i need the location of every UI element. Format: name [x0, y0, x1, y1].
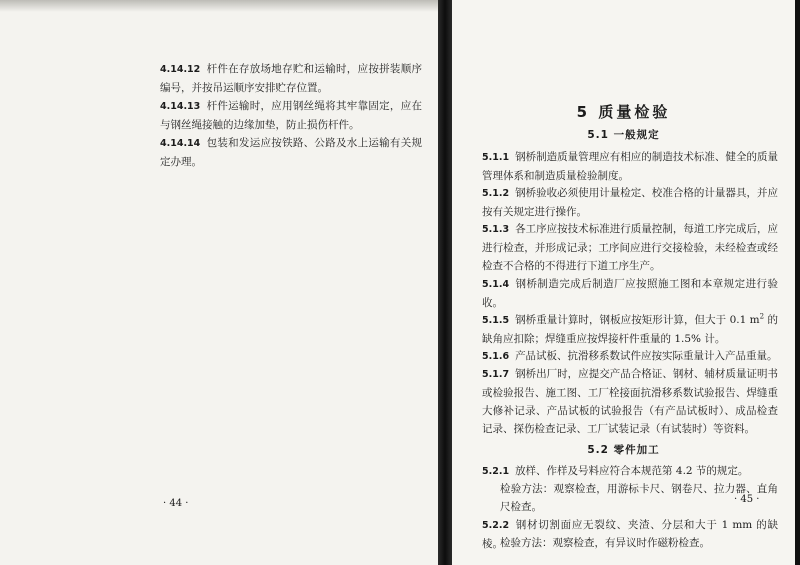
clause-text: 钢桥验收必须使用计量检定、校准合格的计量器具，并应按有关规定进行操作。 [482, 187, 778, 218]
page-number-left: · 44 · [163, 498, 189, 509]
clause-5-1-2 [482, 184, 778, 221]
clause-number: 5.1.7 [482, 369, 510, 380]
chapter-title: 5 质量检验 [576, 103, 671, 121]
inspection-method-5-2-2: 检验方法：观察检查，有异议时作磁粉检查。 [500, 537, 710, 549]
clause-5-2-1 [482, 462, 778, 481]
clause-5-1-4 [482, 275, 778, 312]
clause-4-14-14 [160, 134, 422, 171]
clause-number: 5.1.1 [482, 152, 510, 163]
clause-5-1-5 [482, 311, 778, 348]
clause-text-b: 的缺角应扣除；焊缝重应按焊接杆件重量的 1.5% 计。 [482, 314, 778, 345]
clause-4-14-12 [160, 60, 422, 97]
clause-text: 钢桥制造完成后制造厂应按照施工图和本章规定进行验收。 [482, 278, 778, 309]
clause-5-1-1 [482, 148, 778, 185]
clause-number: 4.14.12 [160, 64, 201, 75]
clause-text: 钢桥出厂时，应提交产品合格证、钢材、辅材质量证明书或检验报告、施工图、工厂栓接面抗滑移系数试验报告、焊缝重大修补记录、产品试板的试验报告（有产品试板时）、成品检查记录、探伤检查记录、工厂试装记录（有试装时）等资料。 [482, 368, 778, 435]
clause-text: 钢桥制造质量管理应有相应的制造技术标准、健全的质量管理体系和制造质量检验制度。 [482, 151, 778, 182]
clause-number: 5.2.1 [482, 466, 510, 477]
inspection-method-5-2-1: 检验方法：观察检查，用游标卡尺、钢卷尺、拉力器、直角尺检查。 [500, 483, 778, 513]
section-title-5-2: 5.2 零件加工 [587, 444, 660, 456]
clause-text: 各工序应按技术标准进行质量控制，每道工序完成后，应进行检查，并形成记录；工序间应进行交接检验，未经检查或经检查不合格的不得进行下道工序生产。 [482, 223, 778, 272]
clause-5-1-7 [482, 365, 778, 438]
clause-number: 5.2.2 [482, 520, 510, 531]
clause-number: 4.14.13 [160, 101, 201, 112]
page-number-right: · 45 · [734, 494, 760, 505]
clause-text: 钢材切割面应无裂纹、夹渣、分层和大于 1 mm 的缺棱。 [482, 519, 778, 550]
section-title-5-1: 5.1 一般规定 [587, 129, 660, 141]
clause-text-a: 钢桥重量计算时，钢板应按矩形计算，但大于 0.1 m [515, 314, 760, 326]
page-edge-shadow [795, 0, 800, 565]
superscript: 2 [759, 312, 765, 321]
clause-4-14-13 [160, 97, 422, 134]
clause-text: 产品试板、抗滑移系数试件应按实际重量计入产品重量。 [515, 350, 778, 362]
clause-number: 5.1.6 [482, 351, 510, 362]
clause-text: 杆件在存放场地存贮和运输时，应按拼装顺序编号，并按吊运顺序安排贮存位置。 [160, 63, 422, 94]
book-gutter [438, 0, 452, 565]
clause-5-1-3 [482, 220, 778, 275]
clause-number: 5.1.3 [482, 224, 510, 235]
page-top-shadow [0, 0, 438, 12]
clause-number: 4.14.14 [160, 138, 201, 149]
clause-5-1-6 [482, 347, 778, 366]
clause-number: 5.1.5 [482, 315, 510, 326]
clause-text: 杆件运输时，应用钢丝绳将其牢靠固定，应在与钢丝绳接触的边缘加垫，防止损伤杆件。 [160, 100, 422, 131]
clause-number: 5.1.4 [482, 279, 510, 290]
clause-number: 5.1.2 [482, 188, 510, 199]
clause-text: 包装和发运应按铁路、公路及水上运输有关规定办理。 [160, 137, 422, 168]
clause-text: 放样、作样及号料应符合本规范第 4.2 节的规定。 [515, 465, 749, 477]
right-page [452, 0, 795, 565]
